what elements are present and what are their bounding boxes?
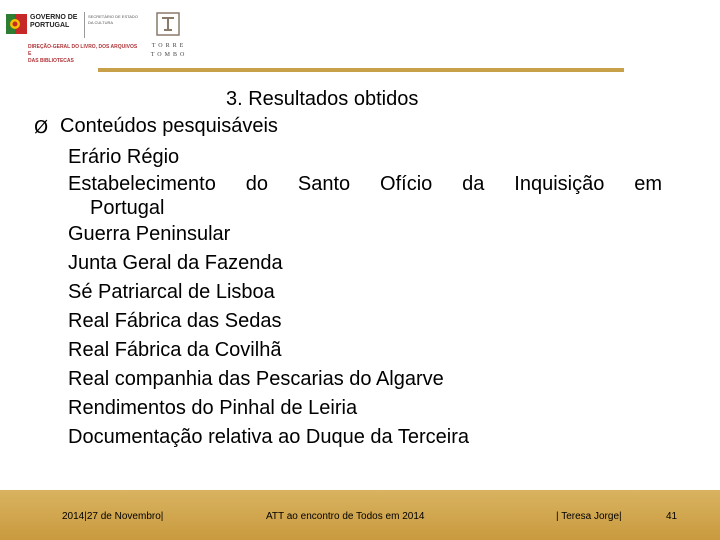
footer-date: 2014|27 de Novembro| (62, 511, 164, 522)
header-logos (6, 6, 206, 66)
arrow-bullet-icon: Ø (34, 117, 49, 138)
slide-title: 3. Resultados obtidos (226, 88, 419, 110)
list-item: Erário Régio (68, 146, 180, 168)
logo-divider (84, 12, 85, 38)
governo-portugal-logo (6, 8, 146, 64)
list-item: Real Fábrica das Sedas (68, 310, 282, 332)
content-list (68, 143, 662, 452)
footer-event: ATT ao encontro de Todos em 2014 (266, 511, 425, 522)
list-item-line: Estabelecimento do Santo Ofício da Inquisição em (68, 173, 662, 195)
list-item: Junta Geral da Fazenda (68, 252, 283, 274)
portugal-emblem-icon (6, 12, 28, 36)
list-item: Documentação relativa ao Duque da Terceira (68, 426, 469, 448)
torre-tombo-text: TORRE TOMBO (150, 43, 188, 58)
ministry-text: SECRETÁRIO DE ESTADO DA CULTURA (88, 14, 138, 25)
dglab-text: DIREÇÃO-GERAL DO LIVRO, DOS ARQUIVOS E DAS BIBLIOTECAS (28, 44, 138, 64)
list-item: Real companhia das Pescarias do Algarve (68, 368, 444, 390)
list-item: Guerra Peninsular (68, 223, 231, 245)
list-item: Rendimentos do Pinhal de Leiria (68, 397, 358, 419)
slide-footer (0, 490, 720, 540)
title-rule (98, 68, 624, 72)
governo-text: GOVERNO DE PORTUGAL (30, 14, 78, 29)
torre-tombo-logo (146, 10, 192, 62)
bullet-heading-text: Conteúdos pesquisáveis (60, 115, 278, 137)
page-number: 41 (666, 511, 678, 522)
list-item: Sé Patriarcal de Lisboa (68, 281, 275, 303)
torre-tombo-icon (156, 12, 180, 36)
list-item (68, 172, 662, 220)
list-item-line: Portugal (90, 197, 165, 219)
list-item: Real Fábrica da Covilhã (68, 339, 282, 361)
footer-author: | Teresa Jorge| (556, 511, 622, 522)
